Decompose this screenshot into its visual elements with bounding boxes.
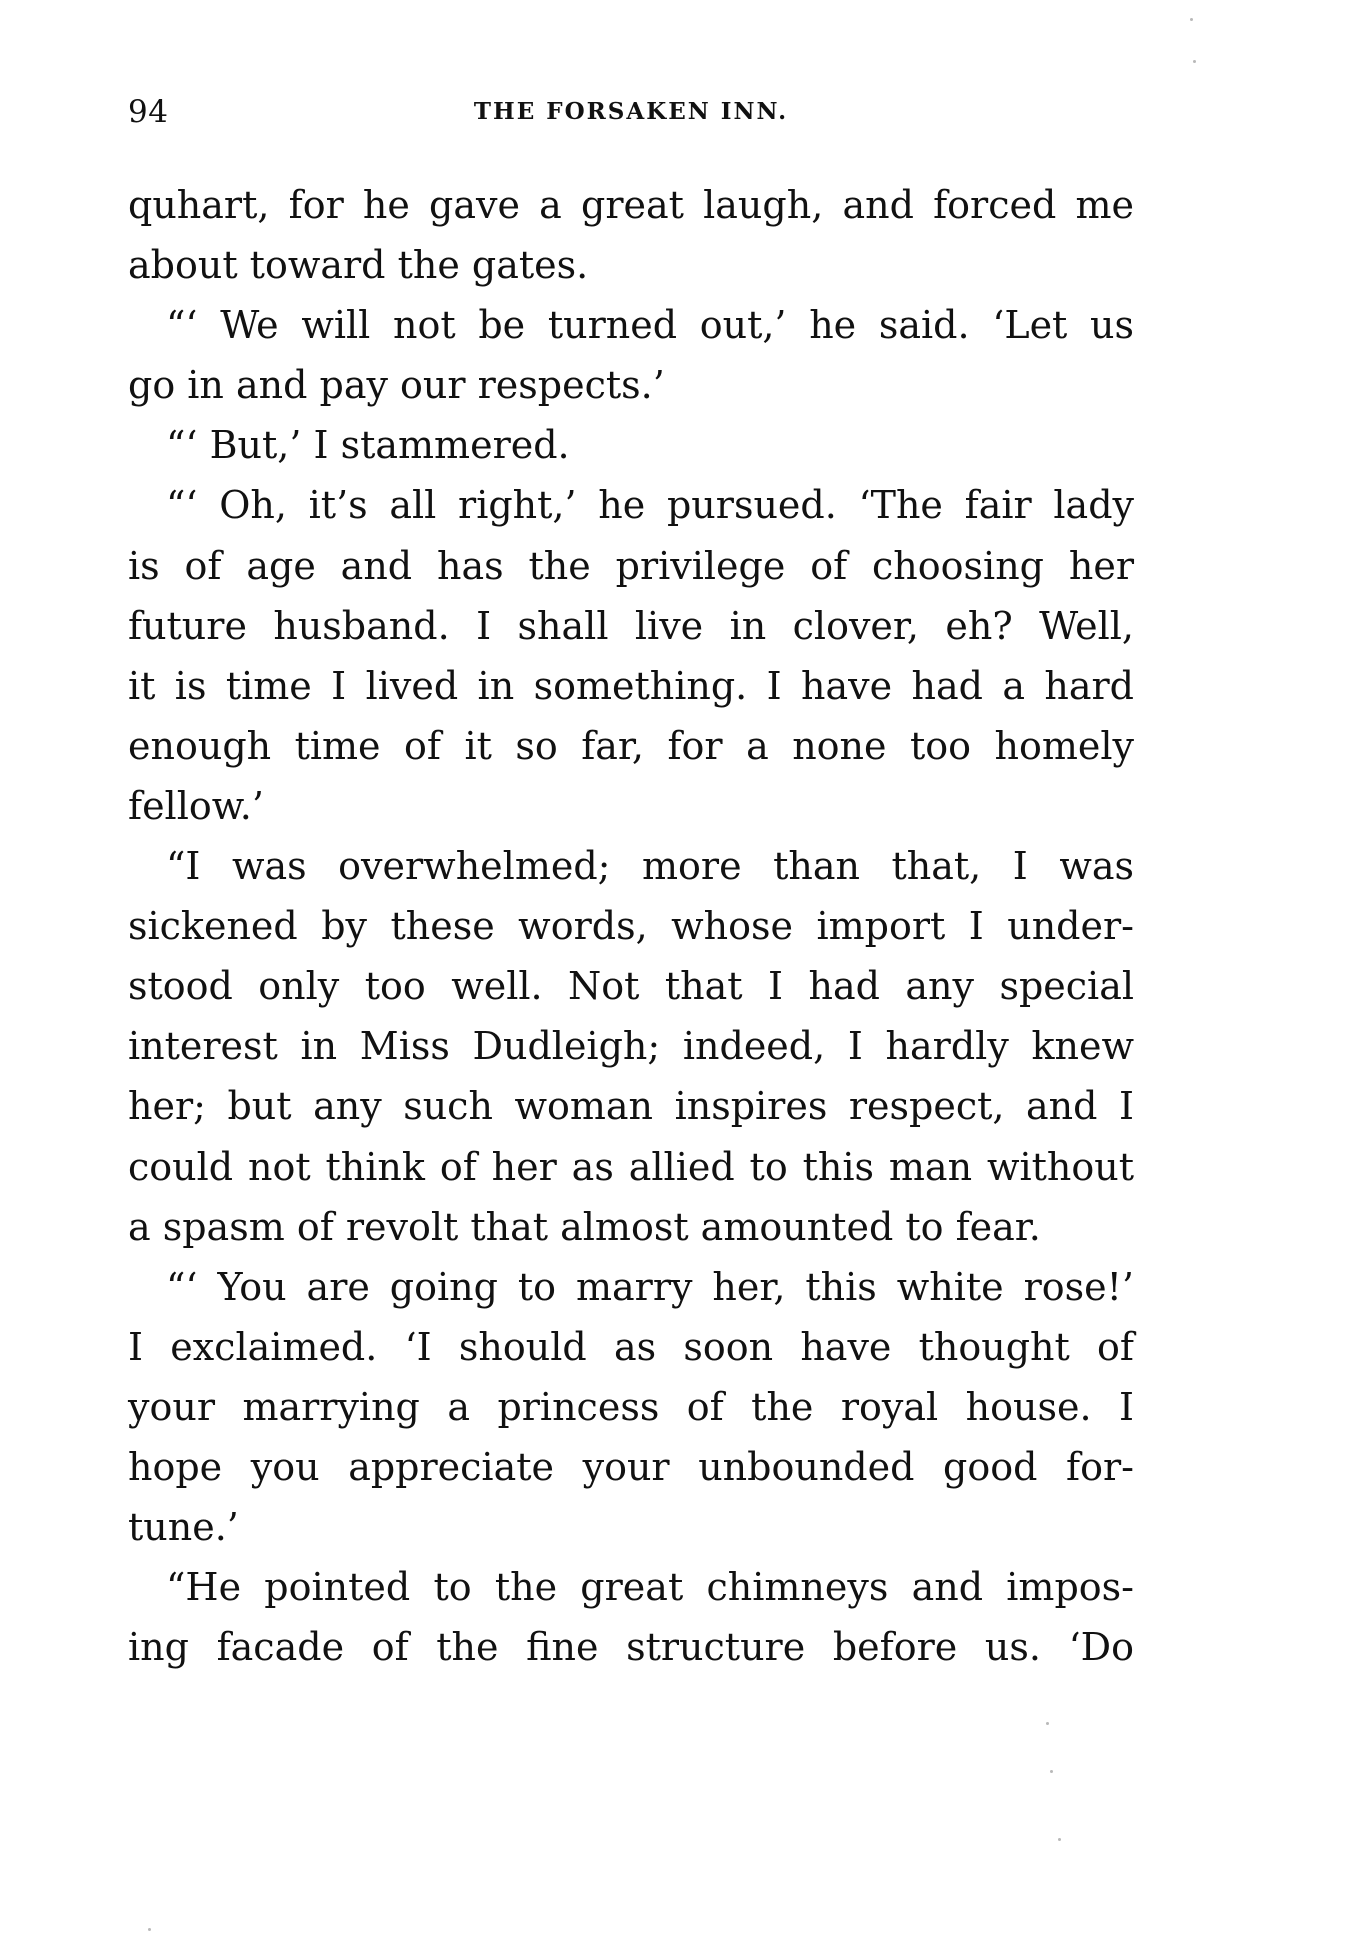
paper-speck: [1050, 1770, 1053, 1773]
paper-speck: [1046, 1722, 1049, 1725]
paper-speck: [1058, 1838, 1061, 1841]
text-line: I exclaimed. ‘I should as soon have thought of: [128, 1324, 1134, 1369]
text-line: sickened by these words, whose import I under-: [128, 904, 1134, 949]
text-line: tune.’: [128, 1505, 239, 1550]
body-text: [128, 175, 1134, 1677]
text-line: a spasm of revolt that almost amounted to fear.: [128, 1204, 1041, 1249]
text-line: go in and pay our respects.’: [128, 363, 665, 408]
text-line: it is time I lived in something. I have had a hard: [128, 663, 1134, 708]
text-line: could not think of her as allied to this man without: [128, 1144, 1134, 1189]
text-line: hope you appreciate your unbounded good for-: [128, 1444, 1134, 1489]
text-line: “‘ You are going to marry her, this white rose!’: [166, 1264, 1134, 1309]
text-line: interest in Miss Dudleigh; indeed, I hardly knew: [128, 1024, 1134, 1069]
text-line: your marrying a princess of the royal house. I: [128, 1384, 1134, 1429]
paper-speck: [1190, 18, 1193, 21]
running-title: THE FORSAKEN INN.: [473, 98, 789, 125]
text-line: about toward the gates.: [128, 243, 589, 288]
text-line: “‘ But,’ I stammered.: [166, 423, 570, 468]
text-line: is of age and has the privilege of choosing her: [128, 543, 1134, 588]
text-line: stood only too well. Not that I had any special: [128, 964, 1134, 1009]
text-line: “I was overwhelmed; more than that, I was: [166, 844, 1134, 889]
text-line: “‘ Oh, it’s all right,’ he pursued. ‘The fair lady: [166, 483, 1134, 528]
paper-speck: [1193, 60, 1196, 63]
text-line: ing facade of the fine structure before us. ‘Do: [128, 1625, 1134, 1670]
text-line: quhart, for he gave a great laugh, and forced me: [128, 183, 1134, 227]
text-line: her; but any such woman inspires respect, and I: [128, 1084, 1134, 1129]
text-line: “‘ We will not be turned out,’ he said. ‘Let us: [166, 303, 1134, 348]
paper-speck: [148, 1928, 151, 1931]
text-line: future husband. I shall live in clover, eh? Well,: [128, 603, 1134, 648]
running-head: [128, 92, 1134, 132]
text-line: enough time of it so far, for a none too homely: [128, 723, 1134, 768]
text-line: “He pointed to the great chimneys and impos-: [166, 1565, 1134, 1610]
text-line: fellow.’: [128, 783, 264, 828]
page-number: 94: [128, 94, 169, 130]
